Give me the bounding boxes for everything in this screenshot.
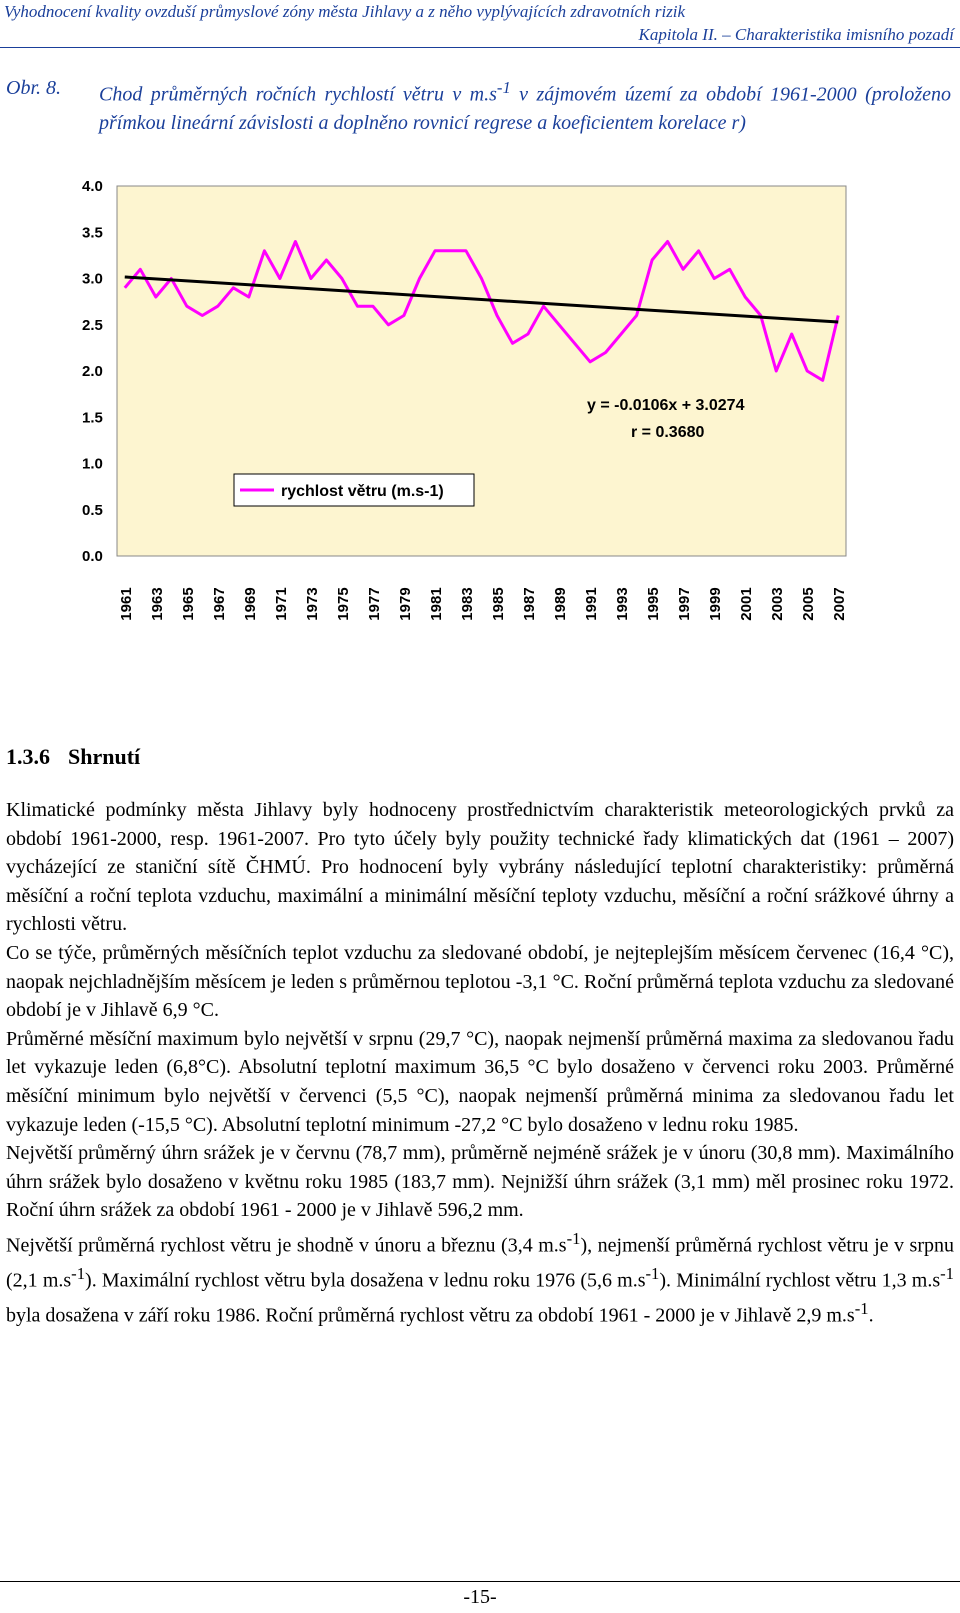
y-tick-label: 1.5 bbox=[82, 409, 103, 427]
regression-equation: y = -0.0106x + 3.0274 bbox=[587, 397, 745, 414]
caption-part: v zájmovém území za období 1961-2000 (proloženo přímkou lineární závislosti a doplněno rovnicí regrese a koeficientem korelace r) bbox=[99, 83, 951, 134]
correlation-coefficient: r = 0.3680 bbox=[631, 424, 705, 441]
x-tick-label: 2003 bbox=[769, 587, 787, 621]
sup: -1 bbox=[854, 1299, 869, 1319]
text-part: ). Maximální rychlost větru byla dosažena v lednu roku 1976 (5,6 m.s bbox=[85, 1269, 646, 1292]
y-tick-label: 0.0 bbox=[82, 548, 103, 565]
y-tick-label: 3.0 bbox=[82, 270, 103, 288]
header-chapter: Kapitola II. – Charakteristika imisního pozadí bbox=[638, 25, 954, 44]
section-title: Shrnutí bbox=[68, 744, 141, 769]
x-tick-label: 1985 bbox=[490, 587, 508, 621]
paragraph: Průměrné měsíční maximum bylo největší v srpnu (29,7 °C), naopak nejmenší průměrná maxima za sledovanou řadu let vykazuje leden (6,8°C). Absolutní teplotní maximum 36,5 °C bylo dosaženo v červenci roku 2003. Průměrné měsíční minimum bylo největší v červenci (5,5 °C), naopak nejmenší průměrná minima za sledovanou řadu let vykazuje leden (-15,5 °C). Absolutní teplotní minimum -27,2 °C bylo dosaženo v lednu roku 1985. bbox=[6, 1027, 954, 1136]
footer-rule bbox=[0, 1581, 960, 1582]
y-tick-label: 1.0 bbox=[82, 455, 103, 473]
sup: -1 bbox=[940, 1264, 954, 1284]
x-tick-label: 1981 bbox=[427, 587, 445, 621]
x-tick-label: 2007 bbox=[831, 587, 849, 621]
legend bbox=[234, 474, 474, 506]
x-tick-label: 1983 bbox=[458, 587, 476, 621]
page-header bbox=[0, 0, 960, 48]
paragraph: Co se týče, průměrných měsíčních teplot vzduchu za sledované období, je nejteplejším měsícem červenec (16,4 °C), naopak nejchladnějším měsícem je leden s průměrnou teplotou -3,1 °C. Roční průměrná teplota vzduchu za sledované období je v Jihlavě 6,9 °C. bbox=[6, 941, 954, 1022]
figure-label: Obr. 8. bbox=[6, 77, 62, 99]
sup: -1 bbox=[71, 1264, 86, 1284]
x-tick-label: 1999 bbox=[707, 587, 725, 621]
y-tick-label: 4.0 bbox=[82, 178, 103, 195]
x-tick-label: 1961 bbox=[117, 587, 135, 621]
x-tick-label: 1975 bbox=[334, 587, 352, 621]
text-part: . bbox=[868, 1305, 874, 1328]
text-part: byla dosažena v září roku 1986. Roční průměrná rychlost větru za období 1961 - 2000 je v Jihlavě 2,9 m.s bbox=[6, 1305, 855, 1328]
y-tick-label: 2.0 bbox=[82, 363, 103, 380]
paragraph-wind bbox=[6, 1225, 954, 1331]
x-tick-label: 1971 bbox=[272, 587, 290, 621]
x-tick-label: 2001 bbox=[738, 587, 756, 621]
section-number: 1.3.6 bbox=[6, 744, 50, 769]
x-tick-label: 1973 bbox=[303, 587, 321, 621]
x-tick-label: 1987 bbox=[521, 587, 539, 621]
x-tick-label: 1995 bbox=[645, 587, 663, 621]
x-tick-label: 1991 bbox=[583, 587, 601, 621]
section-heading bbox=[6, 744, 140, 770]
header-document-title: Vyhodnocení kvality ovzduší průmyslové zóny města Jihlavy a z něho vyplývajících zdravotních rizik bbox=[4, 2, 686, 21]
y-axis bbox=[82, 178, 103, 565]
figure-caption-text bbox=[99, 74, 951, 137]
y-tick-label: 0.5 bbox=[82, 501, 103, 519]
x-axis bbox=[118, 587, 848, 620]
plot-area bbox=[117, 186, 846, 556]
y-tick-label: 3.5 bbox=[82, 224, 103, 242]
x-tick-label: 1967 bbox=[210, 587, 228, 621]
legend-label: rychlost větru (m.s-1) bbox=[281, 483, 444, 500]
header-rule bbox=[0, 47, 960, 48]
x-tick-label: 1989 bbox=[552, 587, 570, 621]
paragraph: Největší průměrný úhrn srážek je v červnu (78,7 mm), průměrně nejméně srážek je v únoru (30,8 mm). Maximálního úhrn srážek bylo dosaženo v květnu roku 1985 (183,7 mm). Nejnižší úhrn srážek (3,1 mm) měl prosinec roku 1972. Roční úhrn srážek za období 1961 - 2000 je v Jihlavě 596,2 mm. bbox=[6, 1142, 954, 1222]
text-part: ), nejmenší průměrná rychlost větru je v srpnu (2,1 m.s bbox=[6, 1234, 954, 1292]
x-tick-label: 1997 bbox=[676, 587, 694, 621]
y-tick-label: 2.5 bbox=[82, 316, 103, 334]
wind-speed-chart bbox=[0, 172, 960, 642]
text-part: ). Minimální rychlost větru 1,3 m.s bbox=[659, 1269, 941, 1292]
sup: -1 bbox=[645, 1264, 660, 1284]
text-part: Největší průměrná rychlost větru je shodně v únoru a březnu (3,4 m.s bbox=[6, 1234, 567, 1257]
x-tick-label: 1969 bbox=[241, 587, 259, 621]
caption-part: Chod průměrných ročních rychlostí větru v m.s bbox=[99, 83, 497, 106]
x-tick-label: 1993 bbox=[614, 587, 632, 621]
x-tick-label: 1979 bbox=[396, 587, 414, 621]
sup: -1 bbox=[566, 1228, 581, 1248]
x-tick-label: 1963 bbox=[148, 587, 166, 621]
x-tick-label: 1977 bbox=[365, 587, 383, 621]
x-tick-label: 2005 bbox=[800, 587, 818, 621]
paragraph: Klimatické podmínky města Jihlavy byly hodnoceny prostřednictvím charakteristik meteorologických prvků za období 1961-2000, resp. 1961-2007. Pro tyto účely byly použity technické řady klimatických dat (1961 – 2007) vycházející ze staniční sítě ČHMÚ. Pro hodnocení byly vybrány následující teplotní charakteristiky: průměrná měsíční a roční teplota vzduchu, maximální a minimální měsíční teploty vzduchu, měsíční a roční srážkové úhrny a rychlosti větru. bbox=[6, 799, 954, 936]
page-number: -15- bbox=[463, 1586, 497, 1608]
caption-sup: -1 bbox=[496, 78, 511, 97]
summary-text bbox=[6, 796, 954, 1331]
x-tick-label: 1965 bbox=[179, 587, 197, 621]
